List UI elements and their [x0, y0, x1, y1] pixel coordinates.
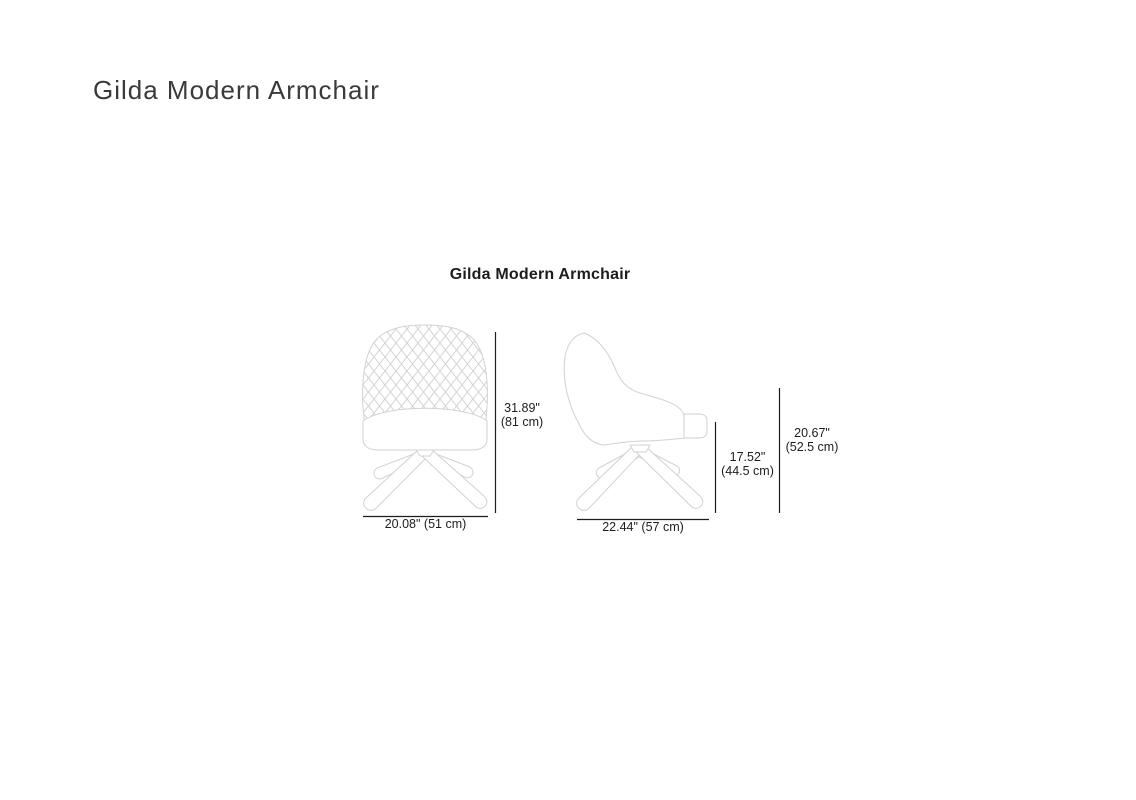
page-title: Gilda Modern Armchair [93, 75, 380, 105]
seat-cushion [363, 408, 487, 450]
side-arm-height-cm: (52.5 cm) [785, 439, 839, 454]
front-height-inches: 31.89" [504, 401, 540, 415]
front-left-leg [364, 449, 428, 510]
front-width-label: 20.08" (51 cm) [384, 517, 467, 531]
side-seat-box [684, 414, 707, 438]
front-view-drawing [363, 325, 488, 510]
side-swivel-column [630, 445, 650, 452]
side-arm-height-inches: 20.67" [794, 426, 830, 440]
side-view-drawing [564, 333, 707, 510]
side-seat-height-label [716, 451, 779, 478]
side-depth-label: 22.44" (57 cm) [602, 520, 684, 534]
side-left-leg [577, 446, 641, 510]
side-arm-height-label [781, 427, 843, 454]
front-right-leg [422, 449, 487, 508]
front-height-cm: (81 cm) [500, 414, 544, 429]
side-shell-profile [564, 333, 684, 445]
diagram-title: Gilda Modern Armchair [449, 266, 631, 283]
front-height-label [494, 402, 550, 429]
side-right-leg [637, 446, 703, 508]
side-seat-height-cm: (44.5 cm) [721, 463, 774, 478]
side-seat-height-inches: 17.52" [729, 450, 766, 464]
